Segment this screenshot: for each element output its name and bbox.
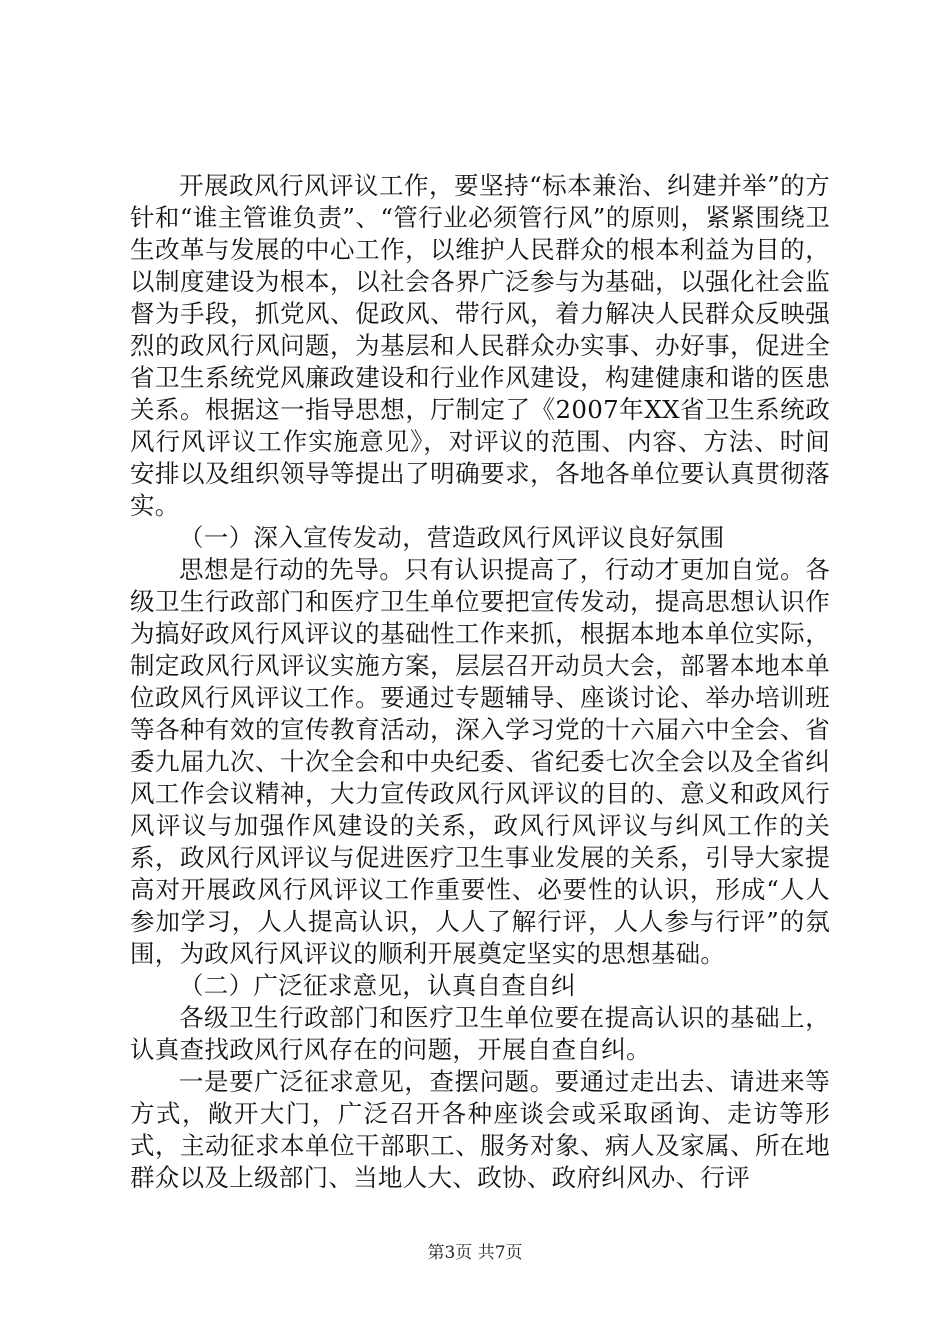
paragraph-solicit-opinions: 一是要广泛征求意见，查摆问题。要通过走出去、请进来等方式，敞开大门，广泛召开各种座谈会或采取函询、走访等形式，主动征求本单位干部职工、服务对象、病人及家属、所在地群众以及上级部门、当地人大、政协、政府纠风办、行评 bbox=[130, 1067, 830, 1192]
paragraph-self-check: 各级卫生行政部门和医疗卫生单位要在提高认识的基础上，认真查找政风行风存在的问题，开展自查自纠。 bbox=[130, 1003, 830, 1064]
section-heading-2: （二）广泛征求意见，认真自查自纠 bbox=[179, 971, 576, 1000]
paragraph-intro: 开展政风行风评议工作，要坚持“标本兼治、纠建并举”的方针和“谁主管谁负责”、“管行业必须管行风”的原则，紧紧围绕卫生改革与发展的中心工作，以维护人民群众的根本利益为目的，以制度建设为根本，以社会各界广泛参与为基础，以强化社会监督为手段，抓党风、促政风、带行风，着力解决人民群众反映强烈的政风行风问题，为基层和人民群众办实事、办好事，促进全省卫生系统党风廉政建设和行业作风建设，构建健康和谐的医患关系。根据这一指导思想，厅制定了《2007年XX省卫生系统政风行风评议工作实施意见》，对评议的范围、内容、方法、时间安排以及组织领导等提出了明确要求，各地各单位要认真贯彻落实。 bbox=[130, 171, 830, 520]
page-number-footer: 第3页 共7页 bbox=[427, 1243, 523, 1263]
section-heading-1: （一）深入宣传发动，营造政风行风评议良好氛围 bbox=[179, 523, 725, 552]
document-body bbox=[130, 170, 830, 1194]
paragraph-publicity: 思想是行动的先导。只有认识提高了，行动才更加自觉。各级卫生行政部门和医疗卫生单位要把宣传发动，提高思想认识作为搞好政风行风评议的基础性工作来抓，根据本地本单位实际，制定政风行风评议实施方案，层层召开动员大会，部署本地本单位政风行风评议工作。要通过专题辅导、座谈讨论、举办培训班等各种有效的宣传教育活动，深入学习党的十六届六中全会、省委九届九次、十次全会和中央纪委、省纪委七次全会以及全省纠风工作会议精神，大力宣传政风行风评议的目的、意义和政风行风评议与加强作风建设的关系，政风行风评议与纠风工作的关系，政风行风评议与促进医疗卫生事业发展的关系，引导大家提高对开展政风行风评议工作重要性、必要性的认识，形成“人人参加学习，人人提高认识，人人了解行评，人人参与行评”的氛围，为政风行风评议的顺利开展奠定坚实的思想基础。 bbox=[130, 555, 831, 968]
